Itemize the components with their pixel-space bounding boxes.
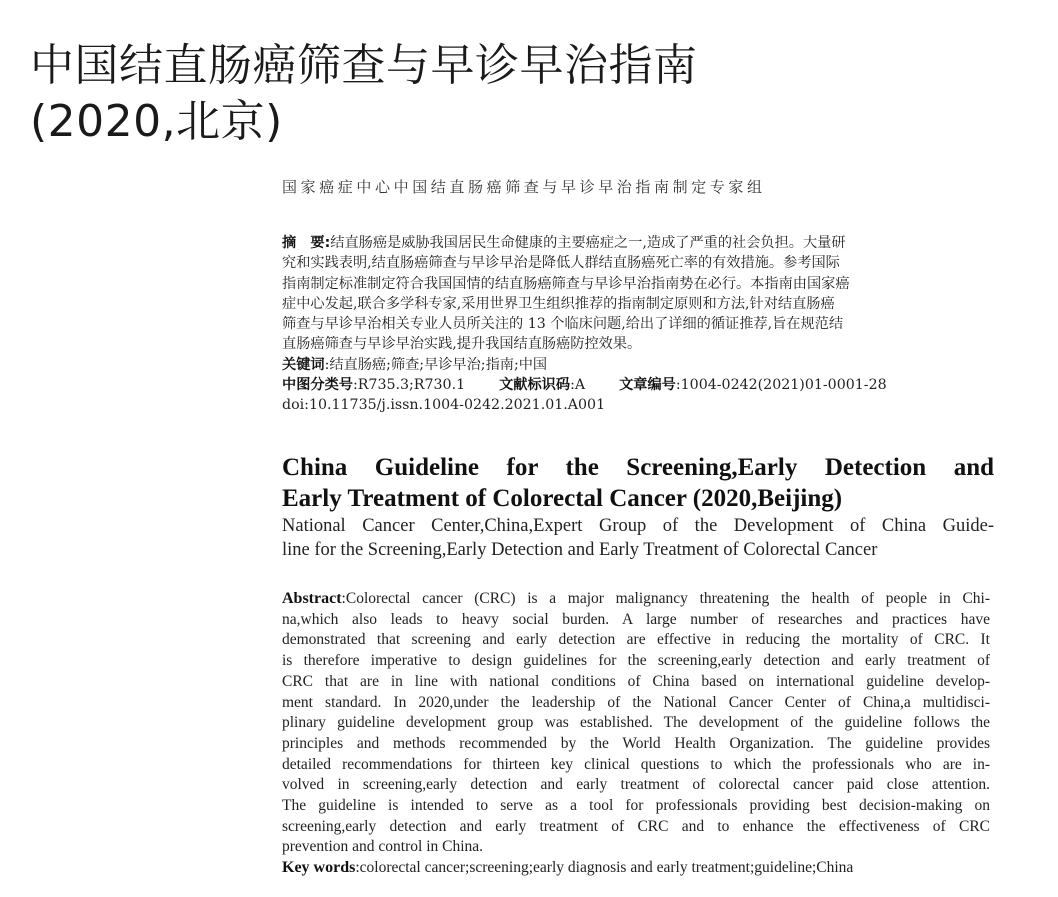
article-number-label: 文章编号 xyxy=(619,377,676,394)
english-title xyxy=(282,452,994,514)
doc-code-value: :A xyxy=(570,377,586,394)
english-abstract-line: Abstract:Colorectal cancer (CRC) is a major malignancy threatening the health of people in Chi- xyxy=(282,590,990,607)
chinese-title-line-2: (2020,北京) xyxy=(30,96,283,147)
english-keywords: Key words:colorectal cancer;screening;early diagnosis and early treatment;guideline;China xyxy=(282,859,854,877)
english-abstract-line: CRC that are in line with national conditions of China based on international guideline develop- xyxy=(282,672,990,690)
article-number-value: :1004-0242(2021)01-0001-28 xyxy=(675,377,887,394)
chinese-abstract-line: 究和实践表明,结直肠癌筛查与早诊早治是降低人群结直肠癌死亡率的有效措施。参考国际 xyxy=(282,255,840,272)
chinese-abstract-line: 筛查与早诊早治相关专业人员所关注的 13 个临床问题,给出了详细的循证推荐,旨在规范结 xyxy=(282,316,844,333)
english-abstract-line: principles and methods recommended by the World Health Organization. The guideline provides xyxy=(282,734,990,752)
chinese-abstract-line: 指南制定标准制定符合我国国情的结直肠癌筛查与早诊早治指南势在必行。本指南由国家癌 xyxy=(282,275,850,292)
english-abstract-line: is therefore imperative to design guidelines for the screening,early detection and early treatment of xyxy=(282,652,990,670)
doi-line[interactable]: doi:10.11735/j.issn.1004-0242.2021.01.A001 xyxy=(282,397,606,414)
chinese-title-line-1: 中国结直肠癌筛查与早诊早治指南 xyxy=(30,40,698,91)
english-abstract-line: na,which also leads to heavy social burden. A large number of researches and practices have xyxy=(282,610,990,628)
classification-line xyxy=(282,375,992,395)
chinese-title xyxy=(30,38,698,150)
english-abstract-line: demonstrated that screening and early detection are effective in reducing the mortality of CRC. It xyxy=(282,631,990,649)
english-abstract-line: screening,early detection and early treatment of CRC and to enhance the effectiveness of CRC xyxy=(282,817,990,835)
english-abstract-line: The guideline is intended to serve as a tool for professionals providing best decision-making on xyxy=(282,797,990,815)
chinese-abstract-line: 直肠癌筛查与早诊早治实践,提升我国结直肠癌防控效果。 xyxy=(282,336,642,353)
chinese-authors: 国家癌症中心中国结直肠癌筛查与早诊早治指南制定专家组 xyxy=(282,178,766,196)
english-authors xyxy=(282,514,994,562)
chinese-keywords-value: 结直肠癌;筛查;早诊早治;指南;中国 xyxy=(329,356,548,373)
clc-label: 中图分类号 xyxy=(282,377,353,394)
english-keywords-value: colorectal cancer;screening;early diagnosis and early treatment;guideline;China xyxy=(359,859,854,877)
english-authors-line-1: National Cancer Center,China,Expert Group of the Development of China Guide- xyxy=(282,516,994,536)
english-abstract-line: volved in screening,early detection and early treatment of colorectal cancer paid close attention. xyxy=(282,776,990,794)
clc-value: :R735.3;R730.1 xyxy=(352,377,466,394)
english-authors-line-2: line for the Screening,Early Detection and Early Treatment of Colorectal Cancer xyxy=(282,540,878,560)
english-abstract-line: prevention and control in China. xyxy=(282,838,484,856)
english-title-line-1: China Guideline for the Screening,Early Detection and xyxy=(282,454,994,481)
english-keywords-label: Key words xyxy=(282,859,356,877)
chinese-abstract-line: 摘 要:结直肠癌是威胁我国居民生命健康的主要癌症之一,造成了严重的社会负担。大量研 xyxy=(282,235,846,251)
chinese-keywords-label: 关键词 xyxy=(282,356,325,373)
english-abstract-line: detailed recommendations for thirteen key clinical questions to which the professionals who are in- xyxy=(282,755,990,773)
english-abstract-line: ment standard. In 2020,under the leadership of the National Cancer Center of China,a multidisci- xyxy=(282,693,990,711)
english-abstract-block xyxy=(282,589,990,879)
chinese-abstract-label: 摘 要 xyxy=(282,235,325,251)
english-title-line-2: Early Treatment of Colorectal Cancer (2020,Beijing) xyxy=(282,485,843,512)
chinese-abstract-block xyxy=(282,233,992,416)
chinese-keywords: 关键词:结直肠癌;筛查;早诊早治;指南;中国 xyxy=(282,356,548,373)
english-abstract-label: Abstract xyxy=(282,590,342,607)
doc-code-label: 文献标识码 xyxy=(499,377,571,394)
chinese-abstract-line: 症中心发起,联合多学科专家,采用世界卫生组织推荐的指南制定原则和方法,针对结直肠癌 xyxy=(282,295,835,312)
english-abstract-line: plinary guideline development group was established. The development of the guideline follows the xyxy=(282,714,990,732)
